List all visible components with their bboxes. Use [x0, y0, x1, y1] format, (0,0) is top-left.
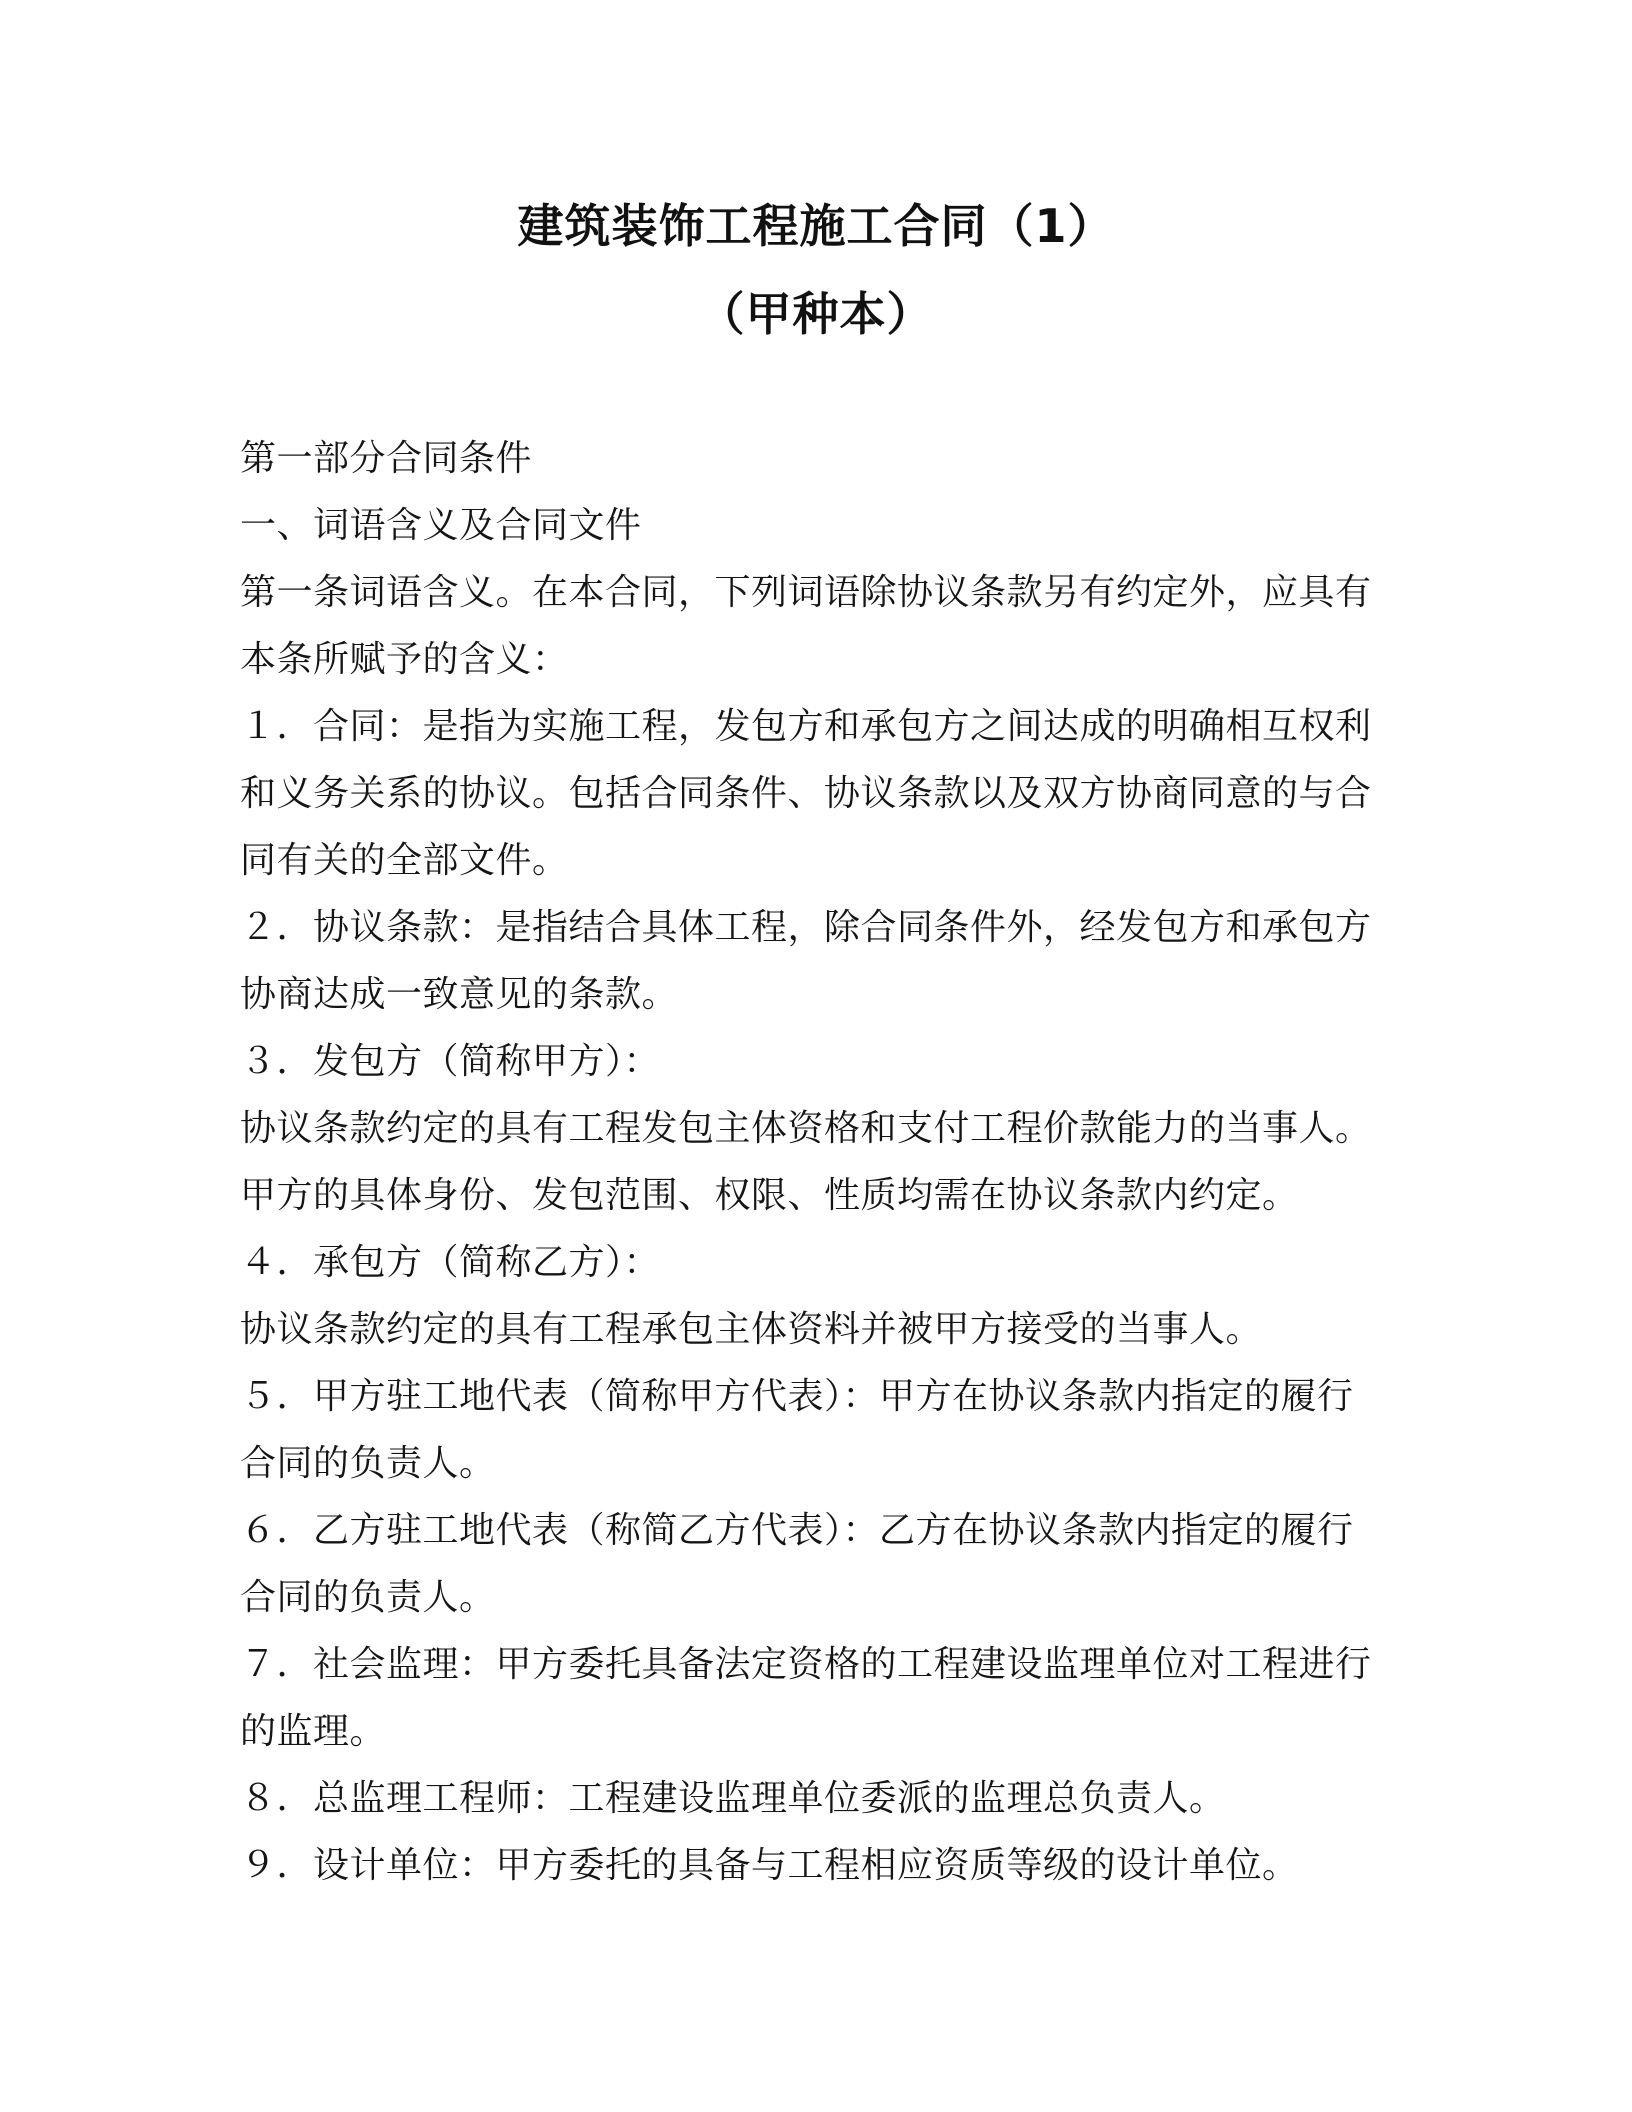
- clause-text: 协商达成一致意见的条款。: [240, 974, 679, 1015]
- clause-text: ３．发包方（简称甲方）：: [240, 1041, 661, 1082]
- clause-text: 甲方的具体身份、发包范围、权限、性质均需在协议条款内约定。: [240, 1175, 1299, 1216]
- clause-text: 同有关的全部文件。: [240, 840, 569, 881]
- clause-text: １．合同：是指为实施工程，发包方和承包方之间达成的明确相互权利: [240, 706, 1372, 747]
- clause-text: ５．甲方驻工地代表（简称甲方代表）：甲方在协议条款内指定的履行: [240, 1376, 1354, 1417]
- section-heading: 第一部分合同条件: [240, 438, 533, 479]
- clause-text: 协议条款约定的具有工程承包主体资料并被甲方接受的当事人。: [240, 1309, 1263, 1350]
- clause-text: 的监理。: [240, 1711, 387, 1752]
- chapter-heading: 一、词语含义及合同文件: [240, 505, 642, 546]
- document-title: 建筑装饰工程施工合同（1）: [517, 199, 1115, 253]
- article-text: 本条所赋予的含义：: [240, 639, 569, 680]
- clause-text: 和义务关系的协议。包括合同条件、协议条款以及双方协商同意的与合: [240, 773, 1372, 814]
- document-body: [240, 425, 1390, 1899]
- clause-text: 合同的负责人。: [240, 1577, 496, 1618]
- clause-text: ９．设计单位：甲方委托的具备与工程相应资质等级的设计单位。: [240, 1845, 1299, 1886]
- clause-text: ２．协议条款：是指结合具体工程，除合同条件外，经发包方和承包方: [240, 907, 1372, 948]
- clause-text: ７．社会监理：甲方委托具备法定资格的工程建设监理单位对工程进行: [240, 1644, 1372, 1685]
- article-text: 第一条词语含义。在本合同，下列词语除协议条款另有约定外，应具有: [240, 572, 1372, 613]
- document-subtitle: （甲种本）: [698, 287, 934, 341]
- clause-text: ８．总监理工程师：工程建设监理单位委派的监理总负责人。: [240, 1778, 1226, 1819]
- clause-text: 协议条款约定的具有工程发包主体资格和支付工程价款能力的当事人。: [240, 1108, 1372, 1149]
- clause-text: ６．乙方驻工地代表（称简乙方代表）：乙方在协议条款内指定的履行: [240, 1510, 1354, 1551]
- clause-text: ４．承包方（简称乙方）：: [240, 1242, 661, 1283]
- clause-text: 合同的负责人。: [240, 1443, 496, 1484]
